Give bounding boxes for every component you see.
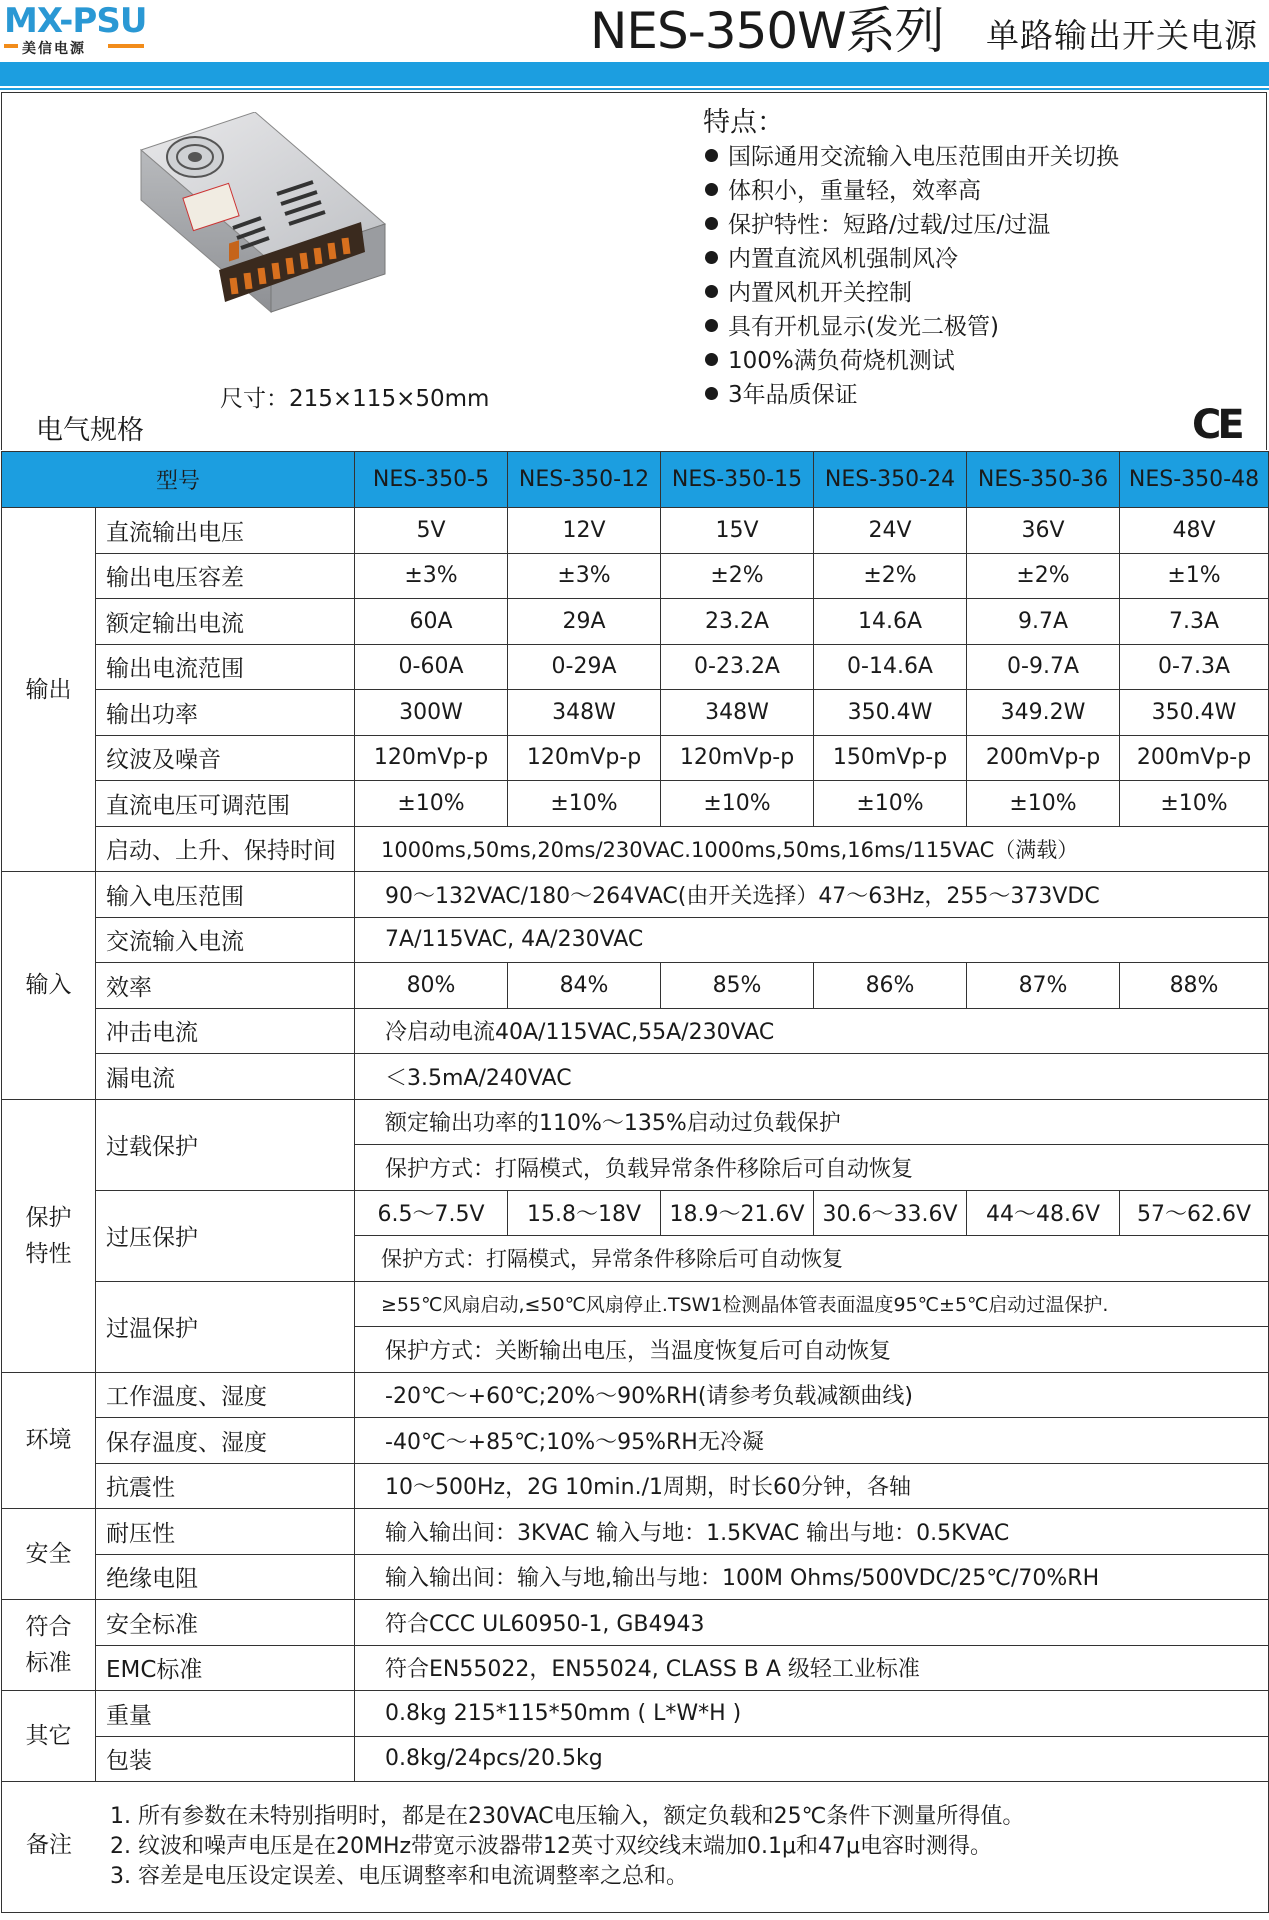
value-cell: ±1% (1120, 553, 1269, 599)
value-cell: ±3% (355, 553, 508, 599)
value-cell: ±10% (508, 781, 661, 827)
value-cell: 0.8kg/24pcs/20.5kg (355, 1736, 1269, 1782)
feature-item: 具有开机显示(发光二极管) (705, 310, 1119, 344)
value-cell: 349.2W (967, 690, 1120, 736)
table-row (2, 1190, 1269, 1236)
bullet-icon (705, 183, 718, 196)
value-cell: 额定输出功率的110%～135%启动过负载保护 (355, 1099, 1269, 1145)
value-cell: 150mVp-p (814, 735, 967, 781)
row-label: 重量 (96, 1691, 355, 1737)
table-row (2, 963, 1269, 1009)
feature-item: 内置直流风机强制风冷 (705, 242, 1119, 276)
value-cell: 120mVp-p (355, 735, 508, 781)
section-title-electrical: 电气规格 (36, 415, 144, 446)
value-cell: ±10% (661, 781, 814, 827)
value-cell: 80% (355, 963, 508, 1009)
model-cell: NES-350-24 (814, 452, 967, 508)
value-cell: 0-23.2A (661, 644, 814, 690)
value-cell: 6.5～7.5V (355, 1190, 508, 1236)
value-cell: ＜3.5mA/240VAC (355, 1054, 1269, 1100)
notes-label: 备注 (26, 1832, 72, 1858)
value-cell: 350.4W (814, 690, 967, 736)
category-protection (2, 1099, 96, 1372)
page-title: NES-350W系列 (590, 2, 944, 60)
table-header-row (2, 452, 1269, 508)
value-cell: 0-14.6A (814, 644, 967, 690)
table-row (2, 1463, 1269, 1509)
category-other: 其它 (2, 1691, 96, 1782)
table-row (2, 1418, 1269, 1464)
value-cell: 0.8kg 215*115*50mm ( L*W*H ) (355, 1691, 1269, 1737)
table-row (2, 599, 1269, 645)
value-cell: ±10% (814, 781, 967, 827)
table-row (2, 1372, 1269, 1418)
value-cell: 0-9.7A (967, 644, 1120, 690)
row-label: 漏电流 (96, 1054, 355, 1100)
value-cell: 保护方式：关断输出电压，当温度恢复后可自动恢复 (355, 1327, 1269, 1373)
row-label: 直流电压可调范围 (96, 781, 355, 827)
category-standards-label: 符合标准 (25, 1614, 72, 1676)
value-cell: 85% (661, 963, 814, 1009)
value-cell: 48V (1120, 508, 1269, 554)
value-cell: 57～62.6V (1120, 1190, 1269, 1236)
row-label: 过载保护 (96, 1099, 355, 1190)
table-row (2, 644, 1269, 690)
logo-bar (4, 44, 18, 48)
notes-list (2, 1802, 1268, 1892)
row-label: 交流输入电流 (96, 917, 355, 963)
value-cell: 冷启动电流40A/115VAC,55A/230VAC (355, 1008, 1269, 1054)
value-cell: 120mVp-p (661, 735, 814, 781)
row-label: 纹波及噪音 (96, 735, 355, 781)
note-item: 2. 纹波和噪声电压是在20MHz带宽示波器带12英寸双绞线末端加0.1μ和47μ电容时测得。 (110, 1834, 993, 1859)
row-label: 过压保护 (96, 1190, 355, 1281)
category-protection-label: 保护特性 (25, 1204, 72, 1267)
value-cell: 348W (508, 690, 661, 736)
row-label: 抗震性 (96, 1463, 355, 1509)
feature-item: 体积小，重量轻，效率高 (705, 174, 1119, 208)
logo-subtitle: 美信电源 (22, 41, 86, 57)
table-row (2, 872, 1269, 918)
value-cell: 86% (814, 963, 967, 1009)
table-row (2, 1099, 1269, 1145)
row-label: 工作温度、湿度 (96, 1372, 355, 1418)
value-cell: 23.2A (661, 599, 814, 645)
value-cell: 15.8～18V (508, 1190, 661, 1236)
value-cell: ±2% (967, 553, 1120, 599)
value-cell: 87% (967, 963, 1120, 1009)
product-image (135, 112, 391, 364)
ce-mark-icon: CE (1192, 402, 1241, 448)
value-cell: 44～48.6V (967, 1190, 1120, 1236)
model-label: 型号 (2, 452, 355, 508)
table-row (2, 1645, 1269, 1691)
notes-row (2, 1782, 1269, 1913)
header-divider (0, 62, 1269, 86)
logo-right: PSU (72, 1, 147, 41)
value-cell: 9.7A (967, 599, 1120, 645)
table-row (2, 1509, 1269, 1555)
row-label: 过温保护 (96, 1281, 355, 1372)
bullet-icon (705, 217, 718, 230)
table-row (2, 735, 1269, 781)
table-row (2, 1736, 1269, 1782)
value-cell: 0-29A (508, 644, 661, 690)
value-cell: 15V (661, 508, 814, 554)
row-label: 冲击电流 (96, 1008, 355, 1054)
value-cell: 7A/115VAC, 4A/230VAC (355, 917, 1269, 963)
model-cell: NES-350-12 (508, 452, 661, 508)
value-cell: 29A (508, 599, 661, 645)
value-cell: 7.3A (1120, 599, 1269, 645)
value-cell: 0-7.3A (1120, 644, 1269, 690)
feature-item: 国际通用交流输入电压范围由开关切换 (705, 140, 1119, 174)
row-label: 包装 (96, 1736, 355, 1782)
value-cell: ±10% (967, 781, 1120, 827)
value-cell: -40℃～+85℃;10%～95%RH无冷凝 (355, 1418, 1269, 1464)
value-cell: 18.9～21.6V (661, 1190, 814, 1236)
feature-item: 100%满负荷烧机测试 (705, 344, 1119, 378)
row-label: 启动、上升、保持时间 (96, 826, 355, 872)
row-label: 输出电流范围 (96, 644, 355, 690)
logo-left: MX (4, 1, 60, 41)
category-standards (2, 1600, 96, 1691)
value-cell: 输入输出间：3KVAC 输入与地：1.5KVAC 输出与地：0.5KVAC (355, 1509, 1269, 1555)
brand-logo (4, 1, 147, 57)
value-cell: ±10% (1120, 781, 1269, 827)
value-cell: 14.6A (814, 599, 967, 645)
table-row (2, 1054, 1269, 1100)
value-cell: 200mVp-p (967, 735, 1120, 781)
table-row (2, 690, 1269, 736)
category-safety: 安全 (2, 1509, 96, 1600)
table-row (2, 1281, 1269, 1327)
value-cell: 24V (814, 508, 967, 554)
table-row (2, 1600, 1269, 1646)
value-cell: ±2% (814, 553, 967, 599)
value-cell: -20℃～+60℃;20%～90%RH(请参考负载减额曲线) (355, 1372, 1269, 1418)
model-cell: NES-350-48 (1120, 452, 1269, 508)
bullet-icon (705, 319, 718, 332)
value-cell: 88% (1120, 963, 1269, 1009)
product-size: 尺寸：215×115×50mm (220, 386, 490, 412)
row-label: 输出功率 (96, 690, 355, 736)
value-cell: 保护方式：打隔模式，负载异常条件移除后可自动恢复 (355, 1145, 1269, 1191)
row-label: 输入电压范围 (96, 872, 355, 918)
value-cell: 60A (355, 599, 508, 645)
value-cell: 10～500Hz，2G 10min./1周期，时长60分钟，各轴 (355, 1463, 1269, 1509)
value-cell: 输入输出间：输入与地,输出与地：100M Ohms/500VDC/25℃/70%RH (355, 1554, 1269, 1600)
model-cell: NES-350-36 (967, 452, 1120, 508)
table-row (2, 917, 1269, 963)
model-cell: NES-350-5 (355, 452, 508, 508)
row-label: EMC标准 (96, 1645, 355, 1691)
row-label: 效率 (96, 963, 355, 1009)
table-row (2, 1691, 1269, 1737)
value-cell: 120mVp-p (508, 735, 661, 781)
logo-bar (108, 44, 144, 48)
table-row (2, 553, 1269, 599)
value-cell: ±2% (661, 553, 814, 599)
note-item: 3. 容差是电压设定误差、电压调整率和电流调整率之总和。 (110, 1864, 688, 1889)
feature-item: 保护特性：短路/过载/过压/过温 (705, 208, 1119, 242)
value-cell: 0-60A (355, 644, 508, 690)
row-label: 安全标准 (96, 1600, 355, 1646)
logo-text: MX-PSU (4, 1, 147, 41)
header-line (0, 88, 1269, 90)
header (0, 0, 1269, 92)
category-output: 输出 (2, 508, 96, 872)
model-cell: NES-350-15 (661, 452, 814, 508)
row-label: 额定输出电流 (96, 599, 355, 645)
value-cell: ±3% (508, 553, 661, 599)
row-label: 保存温度、湿度 (96, 1418, 355, 1464)
bullet-icon (705, 387, 718, 400)
bullet-icon (705, 149, 718, 162)
category-input: 输入 (2, 872, 96, 1100)
value-cell: 1000ms,50ms,20ms/230VAC.1000ms,50ms,16ms/115VAC（满载） (355, 826, 1269, 872)
row-label: 直流输出电压 (96, 508, 355, 554)
note-item: 1. 所有参数在未特别指明时，都是在230VAC电压输入，额定负载和25℃条件下测量所得值。 (110, 1804, 1025, 1829)
feature-item: 内置风机开关控制 (705, 276, 1119, 310)
bullet-icon (705, 285, 718, 298)
table-row (2, 1008, 1269, 1054)
page-subtitle: 单路输出开关电源 (986, 16, 1258, 55)
features-list (705, 140, 1119, 412)
value-cell: 符合EN55022，EN55024, CLASS B A 级轻工业标准 (355, 1645, 1269, 1691)
table-row (2, 508, 1269, 554)
value-cell: 5V (355, 508, 508, 554)
value-cell: 84% (508, 963, 661, 1009)
value-cell: 符合CCC UL60950-1, GB4943 (355, 1600, 1269, 1646)
value-cell: 350.4W (1120, 690, 1269, 736)
value-cell: 348W (661, 690, 814, 736)
table-row (2, 781, 1269, 827)
value-cell: 90～132VAC/180～264VAC(由开关选择）47～63Hz，255～373VDC (355, 872, 1269, 918)
value-cell: 保护方式：打隔模式，异常条件移除后可自动恢复 (355, 1236, 1269, 1282)
bullet-icon (705, 353, 718, 366)
feature-item: 3年品质保证 (705, 378, 1119, 412)
value-cell: 200mVp-p (1120, 735, 1269, 781)
category-environment: 环境 (2, 1372, 96, 1509)
row-label: 绝缘电阻 (96, 1554, 355, 1600)
value-cell: ±10% (355, 781, 508, 827)
value-cell: 300W (355, 690, 508, 736)
value-cell: ≥55℃风扇启动,≤50℃风扇停止.TSW1检测晶体管表面温度95℃±5℃启动过温保护. (355, 1281, 1269, 1327)
value-cell: 12V (508, 508, 661, 554)
features-title: 特点： (703, 107, 784, 138)
value-cell: 30.6～33.6V (814, 1190, 967, 1236)
row-label: 输出电压容差 (96, 553, 355, 599)
notes-cell (2, 1782, 1269, 1913)
bullet-icon (705, 251, 718, 264)
value-cell: 36V (967, 508, 1120, 554)
table-row (2, 826, 1269, 872)
row-label: 耐压性 (96, 1509, 355, 1555)
table-row (2, 1554, 1269, 1600)
spec-table (1, 451, 1269, 1913)
